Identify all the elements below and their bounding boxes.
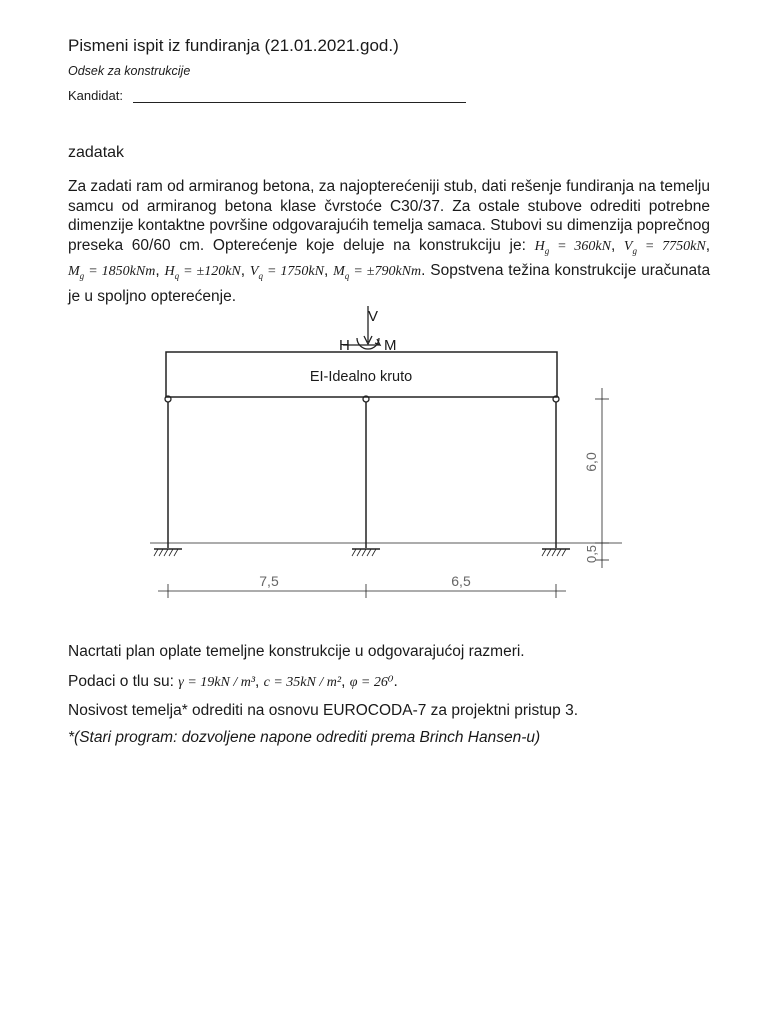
label-m: M xyxy=(384,337,397,354)
soil-cohesion: c = 35kN / m² xyxy=(263,675,342,690)
task-text: Za zadati ram od armiranog betona, za najopterećeniji stub, dati rešenje fundiranja na temelju samcu od armiranog betona klase čvrstoće C30/37. Za ostale stubove odrediti potrebne dimenzije kontaktne površine odgovarajućih temelja samaca. Stubovi su dimenzija poprečnog preseka 60/60 cm. Opterećenje koje deluje na konstrukciju je: $H_g = 360kN$, $V_g = 7750kN$, $M_g = 1850kNm$, $H_q = \pm 120kN$, $V_q = 1750kN$, $M_q = \pm 790kNm$. Sopstvena težina konstrukcije uračunata je u spoljno opterećenje. xyxy=(68,178,711,305)
load-mg: $M_g = 1850kNm$ xyxy=(68,264,156,281)
department: Odsek za konstrukcije xyxy=(68,64,191,78)
load-hq: $H_q = \pm 120kN$ xyxy=(164,264,241,281)
question-formwork: Nacrtati plan oplate temeljne konstrukcije u odgovarajućoj razmeri. xyxy=(68,643,525,660)
beam-label: EI-Idealno kruto xyxy=(309,369,413,385)
support-left xyxy=(154,549,182,556)
task-heading: zadatak xyxy=(68,144,125,161)
load-hg: $H_g = 360kN$ xyxy=(534,238,611,256)
dim-span-right: 6,5 xyxy=(451,573,471,589)
question-eurocode: Nosivost temelja* odrediti na osnovu EUROCODA-7 za projektni pristup 3. xyxy=(68,702,579,719)
dim-span-left: 7,5 xyxy=(259,573,279,589)
exam-title: Pismeni ispit iz fundiranja (21.01.2021.god.) xyxy=(68,36,399,55)
soil-gamma: γ = 19kN / m³ xyxy=(178,675,256,690)
question-old-program: *(Stari program: dozvoljene napone odrediti prema Brinch Hansen-u) xyxy=(68,729,541,746)
dim-height: 6,0 xyxy=(583,452,599,472)
support-middle xyxy=(352,549,380,556)
dim-depth: 0,5 xyxy=(584,544,599,564)
load-vq: $V_q = 1750kN$ xyxy=(249,264,324,281)
candidate-label: Kandidat: xyxy=(68,88,123,103)
load-mq: $M_q = \pm 790kNm$ xyxy=(333,264,422,281)
load-vg: $V_g = 7750kN$ xyxy=(623,238,706,256)
soil-phi: φ = 26⁰ xyxy=(349,675,394,690)
label-h: H xyxy=(339,337,350,354)
question-soil: Podaci o tlu su: γ = 19kN / m³, c = 35kN / m², φ = 26⁰. xyxy=(68,673,398,690)
selfweight-note: . Sopstvena težina konstrukcije uračunata je u spoljno opterećenje. xyxy=(68,262,711,305)
task-intro: Za zadati ram od armiranog betona, za najopterećeniji stub, dati rešenje fundiranja na temelju samcu od armiranog betona klase čvrstoće C30/37. Za ostale stubove odrediti potrebne dimenzije kontaktne površine odgovarajućih temelja samaca. Stubovi su dimenzija poprečnog preseka 60/60 cm. Opterećenje koje deluje na konstrukciju je: xyxy=(68,178,710,254)
label-v: V xyxy=(368,308,379,325)
support-right xyxy=(542,549,570,556)
soil-label: Podaci o tlu su: xyxy=(68,673,174,690)
